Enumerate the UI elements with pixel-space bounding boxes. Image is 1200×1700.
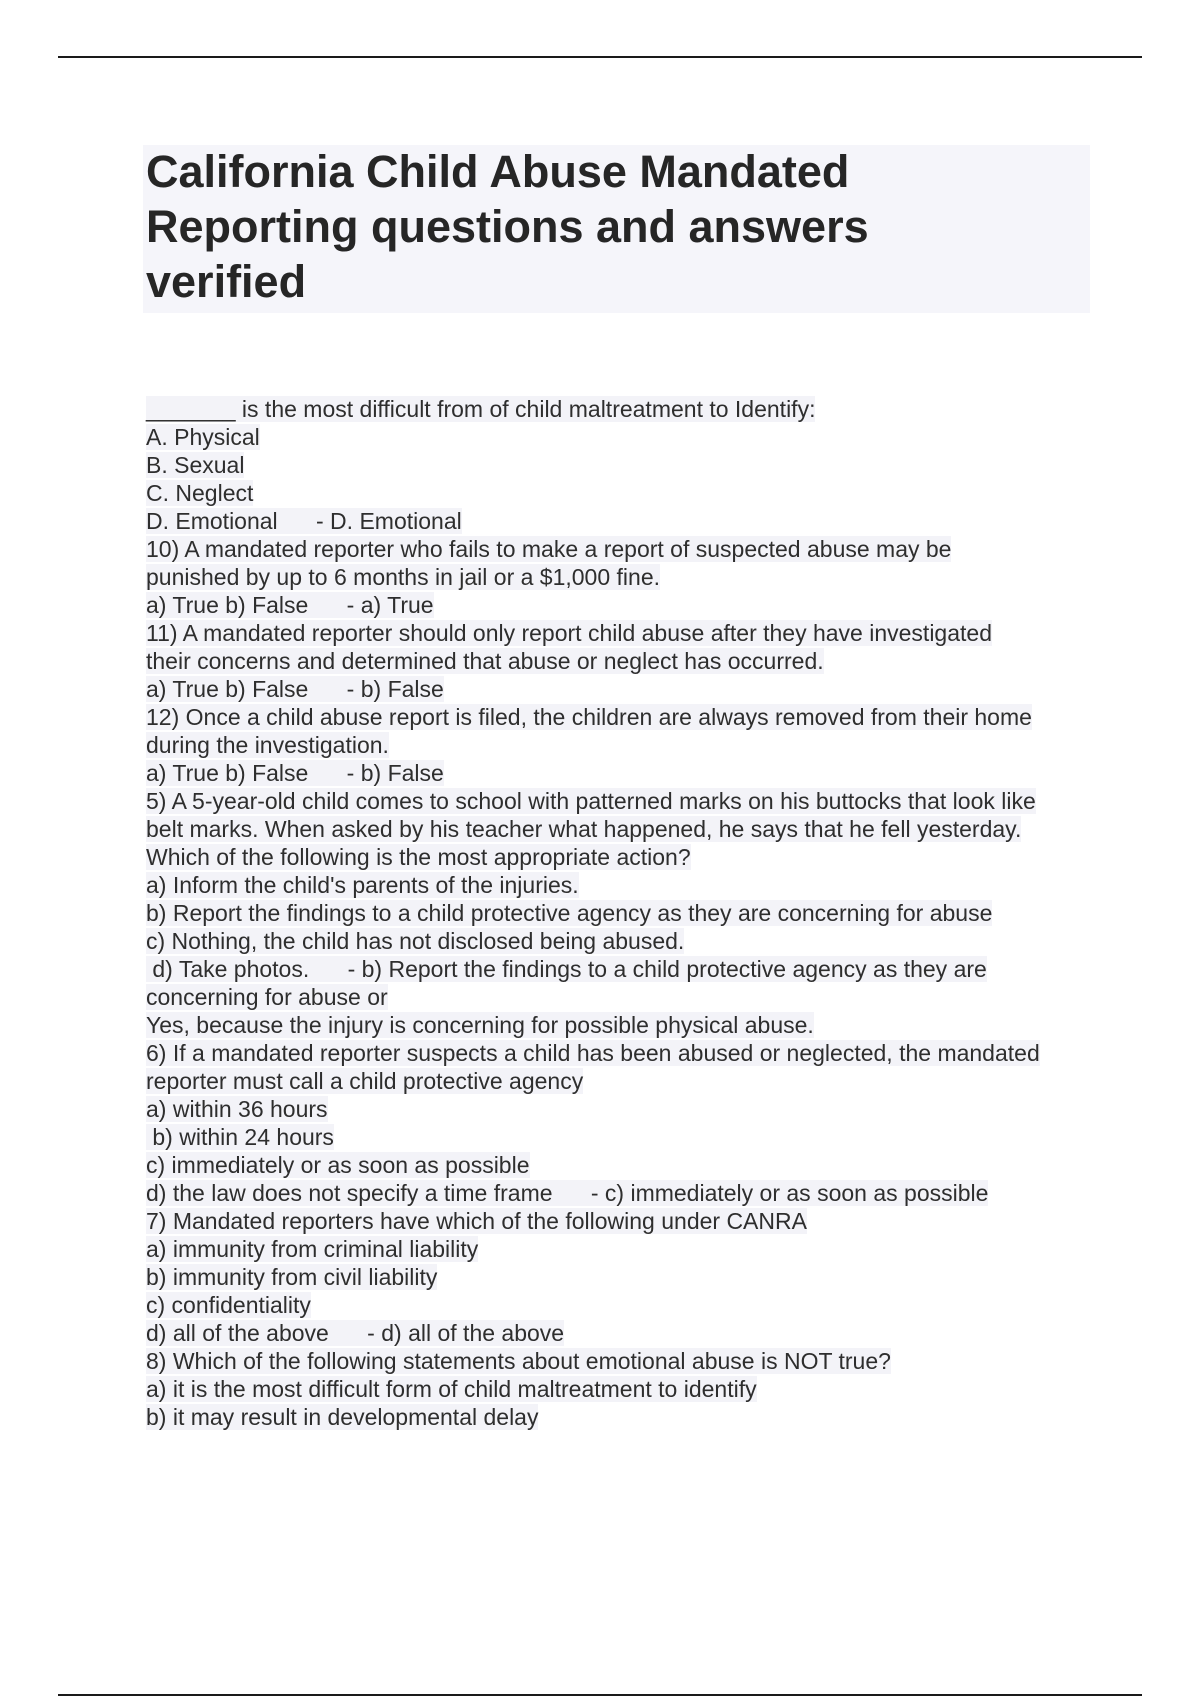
document-title (146, 144, 1046, 309)
title-line: Reporting questions and answers (146, 201, 869, 252)
text-line (146, 983, 1086, 1011)
text-line (146, 1347, 1086, 1375)
text-line-content: 10) A mandated reporter who fails to make a report of suspected abuse may be (146, 536, 952, 562)
text-line (146, 703, 1086, 731)
text-line (146, 451, 1086, 479)
text-line (146, 1151, 1086, 1179)
text-line-content: 5) A 5-year-old child comes to school with patterned marks on his buttocks that look like (146, 788, 1036, 814)
text-line-content: a) Inform the child's parents of the injuries. (146, 872, 579, 898)
text-line (146, 1179, 1086, 1207)
text-line (146, 787, 1086, 815)
text-line (146, 675, 1086, 703)
text-line (146, 507, 1086, 535)
text-line-content: A. Physical (146, 424, 260, 450)
text-line-content: b) immunity from civil liability (146, 1264, 438, 1290)
text-line (146, 843, 1086, 871)
bottom-rule (58, 1694, 1142, 1696)
text-line (146, 1207, 1086, 1235)
text-line-content: D. Emotional - D. Emotional (146, 508, 462, 534)
text-line (146, 591, 1086, 619)
text-line (146, 871, 1086, 899)
text-line-content: c) confidentiality (146, 1292, 311, 1318)
text-line-content: belt marks. When asked by his teacher what happened, he says that he fell yesterday. (146, 816, 1022, 842)
text-line (146, 1291, 1086, 1319)
text-line-content: Yes, because the injury is concerning for possible physical abuse. (146, 1012, 814, 1038)
title-line: verified (146, 256, 307, 307)
text-line-content: 6) If a mandated reporter suspects a child has been abused or neglected, the mandated (146, 1040, 1040, 1066)
text-line (146, 423, 1086, 451)
document-body (146, 395, 1086, 1431)
text-line-content: 12) Once a child abuse report is filed, the children are always removed from their home (146, 704, 1032, 730)
text-line-content: d) the law does not specify a time frame - c) immediately or as soon as possible (146, 1180, 989, 1206)
text-line (146, 535, 1086, 563)
text-line (146, 759, 1086, 787)
text-line-content: _______ is the most difficult from of child maltreatment to Identify: (146, 396, 816, 422)
text-line (146, 395, 1086, 423)
text-line (146, 1039, 1086, 1067)
top-rule (58, 56, 1142, 58)
text-line-content: b) within 24 hours (146, 1124, 334, 1150)
text-line-content: d) Take photos. - b) Report the findings to a child protective agency as they are (146, 956, 987, 982)
text-line (146, 563, 1086, 591)
text-line-content: a) it is the most difficult form of child maltreatment to identify (146, 1376, 757, 1402)
text-line (146, 927, 1086, 955)
text-line-content: reporter must call a child protective agency (146, 1068, 584, 1094)
text-line (146, 955, 1086, 983)
text-line-content: punished by up to 6 months in jail or a $1,000 fine. (146, 564, 661, 590)
text-line (146, 647, 1086, 675)
text-line-content: a) within 36 hours (146, 1096, 328, 1122)
text-line (146, 1403, 1086, 1431)
text-line-content: a) immunity from criminal liability (146, 1236, 479, 1262)
text-line-content: C. Neglect (146, 480, 254, 506)
text-line-content: a) True b) False - a) True (146, 592, 434, 618)
text-line (146, 1263, 1086, 1291)
text-line (146, 899, 1086, 927)
text-line-content: a) True b) False - b) False (146, 760, 444, 786)
text-line (146, 479, 1086, 507)
text-line (146, 1123, 1086, 1151)
text-line-content: Which of the following is the most appropriate action? (146, 844, 691, 870)
text-line-content: 7) Mandated reporters have which of the following under CANRA (146, 1208, 807, 1234)
text-line-content: c) immediately or as soon as possible (146, 1152, 530, 1178)
text-line (146, 1095, 1086, 1123)
text-line-content: during the investigation. (146, 732, 389, 758)
text-line-content: 8) Which of the following statements about emotional abuse is NOT true? (146, 1348, 891, 1374)
text-line (146, 1067, 1086, 1095)
text-line (146, 1319, 1086, 1347)
text-line-content: b) Report the findings to a child protective agency as they are concerning for abuse (146, 900, 993, 926)
text-line-content: 11) A mandated reporter should only report child abuse after they have investigated (146, 620, 992, 646)
title-line: California Child Abuse Mandated (146, 146, 850, 197)
text-line-content: c) Nothing, the child has not disclosed being abused. (146, 928, 685, 954)
text-line-content: concerning for abuse or (146, 984, 388, 1010)
text-line-content: b) it may result in developmental delay (146, 1404, 539, 1430)
text-line-content: their concerns and determined that abuse or neglect has occurred. (146, 648, 824, 674)
text-line-content: d) all of the above - d) all of the above (146, 1320, 565, 1346)
text-line-content: a) True b) False - b) False (146, 676, 444, 702)
text-line (146, 619, 1086, 647)
text-line-content: B. Sexual (146, 452, 245, 478)
text-line (146, 1375, 1086, 1403)
text-line (146, 1235, 1086, 1263)
text-line (146, 815, 1086, 843)
text-line (146, 1011, 1086, 1039)
text-line (146, 731, 1086, 759)
